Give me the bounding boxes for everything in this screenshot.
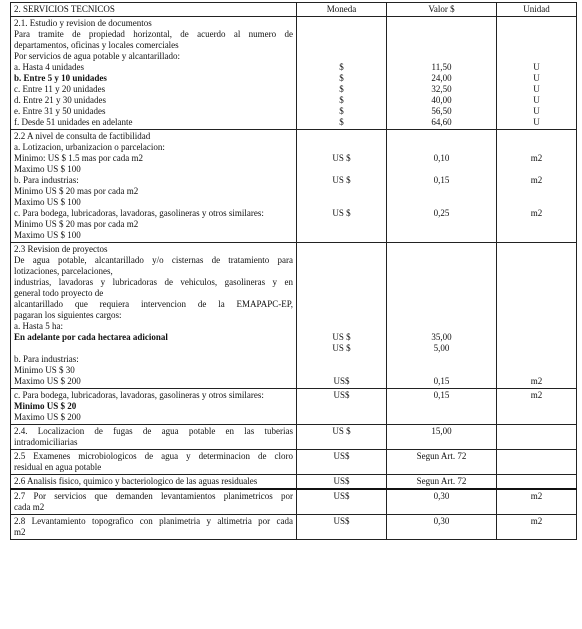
- unidad-value: [500, 186, 573, 197]
- unidad-value: [500, 197, 573, 208]
- row-text: En adelante por cada hectarea adicional: [14, 332, 168, 342]
- moneda-value: [300, 186, 383, 197]
- unidad-cell: [497, 243, 577, 389]
- valor-cell: [387, 515, 497, 540]
- unidad-value: U: [533, 95, 540, 105]
- unidad-cell: [497, 389, 577, 425]
- valor-value: 24,00: [431, 73, 452, 83]
- unidad-value: m2: [530, 491, 543, 501]
- row-text: residual en agua potable: [14, 462, 102, 472]
- unidad-cell: [497, 475, 577, 490]
- desc-cell: [11, 515, 297, 540]
- unidad-value: [500, 299, 573, 310]
- row-text: [14, 343, 293, 354]
- row-text: lotizaciones, parcelaciones,: [14, 266, 113, 276]
- moneda-cell: [297, 450, 387, 475]
- unidad-value: [500, 18, 573, 29]
- moneda-value: US $: [332, 175, 351, 185]
- moneda-value: [300, 299, 383, 310]
- row-text: 2.3 Revision de proyectos: [14, 244, 108, 254]
- row-text: 2.7 Por servicios que demanden levantamientos planimetricos por: [14, 491, 293, 501]
- valor-value: [390, 354, 493, 365]
- desc-cell: [11, 130, 297, 243]
- moneda-value: US$: [333, 491, 350, 501]
- unidad-value: [500, 244, 573, 255]
- unidad-value: U: [533, 73, 540, 83]
- moneda-value: US$: [333, 390, 350, 400]
- valor-value: [390, 230, 493, 241]
- row-text: b. Para industrias:: [14, 354, 79, 364]
- desc-cell: [11, 475, 297, 490]
- moneda-value: [300, 29, 383, 40]
- valor-value: [390, 164, 493, 175]
- moneda-value: [300, 18, 383, 29]
- valor-value: [390, 142, 493, 153]
- row-text: De agua potable, alcantarillado y/o cisternas de tratamiento para: [14, 255, 293, 265]
- unidad-value: [500, 476, 573, 487]
- unidad-value: [500, 354, 573, 365]
- valor-value: 0,15: [433, 376, 450, 386]
- section-title: 2. SERVICIOS TECNICOS: [11, 3, 297, 17]
- unidad-value: [500, 426, 573, 437]
- table-row-2-4: [11, 425, 577, 450]
- row-text: f. Desde 51 unidades en adelante: [14, 117, 133, 127]
- table-row-2-8: [11, 515, 577, 540]
- valor-value: 11,50: [431, 62, 452, 72]
- unidad-value: [500, 343, 573, 354]
- moneda-value: [300, 321, 383, 332]
- row-text: 2.1. Estudio y revision de documentos: [14, 18, 152, 28]
- unidad-cell: [497, 515, 577, 540]
- unidad-value: m2: [530, 208, 543, 218]
- row-text: Para tramite de propiedad horizontal, de acuerdo al numero de: [14, 29, 293, 39]
- valor-value: [390, 40, 493, 51]
- unidad-cell: [497, 489, 577, 515]
- moneda-value: US$: [333, 376, 350, 386]
- unidad-value: [500, 332, 573, 343]
- row-text: 2.2 A nivel de consulta de factibilidad: [14, 131, 151, 141]
- valor-value: [390, 219, 493, 230]
- valor-value: [390, 277, 493, 288]
- moneda-value: US$: [333, 476, 350, 486]
- valor-value: 0,30: [433, 491, 450, 501]
- row-text: c. Para bodega, lubricadoras, lavadoras, gasolineras y otros similares:: [14, 208, 264, 218]
- row-text: Minimo US $ 30: [14, 365, 75, 375]
- unidad-value: [500, 29, 573, 40]
- valor-value: [390, 255, 493, 266]
- unidad-cell: [497, 425, 577, 450]
- row-text: Por servicios de agua potable y alcantarillado:: [14, 51, 180, 61]
- valor-cell: [387, 475, 497, 490]
- valor-value: 0,30: [433, 516, 450, 526]
- unidad-value: [500, 255, 573, 266]
- valor-value: 0,15: [433, 175, 450, 185]
- row-text: Minimo US $ 20 mas por cada m2: [14, 186, 139, 196]
- row-text: industrias, lavadoras y lubricadoras de vehiculos, gasolineras y en: [14, 277, 293, 287]
- row-text: intradomiciliarias: [14, 437, 78, 447]
- unidad-value: m2: [530, 390, 543, 400]
- moneda-value: [300, 365, 383, 376]
- row-text: d. Entre 21 y 30 unidades: [14, 95, 106, 105]
- moneda-cell: [297, 475, 387, 490]
- moneda-cell: [297, 389, 387, 425]
- column-header-valor: Valor $: [387, 3, 497, 17]
- row-text: general todo proyecto de: [14, 288, 104, 298]
- valor-cell: [387, 489, 497, 515]
- row-text: pagaran los siguientes cargos:: [14, 310, 122, 320]
- moneda-cell: [297, 489, 387, 515]
- column-header-unidad: Unidad: [497, 3, 577, 17]
- moneda-value: $: [339, 106, 344, 116]
- row-text: a. Hasta 4 unidades: [14, 62, 84, 72]
- moneda-value: US$: [333, 516, 350, 526]
- unidad-value: m2: [530, 376, 543, 386]
- moneda-value: [300, 197, 383, 208]
- unidad-value: [500, 219, 573, 230]
- moneda-cell: [297, 243, 387, 389]
- unidad-value: U: [533, 106, 540, 116]
- valor-value: [390, 131, 493, 142]
- valor-value: 0,10: [433, 153, 450, 163]
- row-text: Maximo US $ 100: [14, 230, 81, 240]
- valor-value: 0,25: [433, 208, 450, 218]
- valor-value: 35,00: [431, 332, 452, 342]
- unidad-value: [500, 365, 573, 376]
- row-text: departamentos, oficinas y locales comerciales: [14, 40, 179, 50]
- moneda-value: [300, 255, 383, 266]
- row-text: 2.4. Localizacion de fugas de agua potable en las tuberias: [14, 426, 293, 436]
- table-row-2-7: [11, 489, 577, 515]
- unidad-value: U: [533, 117, 540, 127]
- desc-cell: [11, 489, 297, 515]
- valor-value: 0,15: [433, 390, 450, 400]
- valor-value: [390, 299, 493, 310]
- row-text: cada m2: [14, 502, 45, 512]
- valor-value: [390, 266, 493, 277]
- unidad-value: [500, 131, 573, 142]
- moneda-value: [300, 288, 383, 299]
- moneda-value: $: [339, 117, 344, 127]
- table-row-2-2: [11, 130, 577, 243]
- desc-cell: [11, 450, 297, 475]
- moneda-value: [300, 277, 383, 288]
- valor-value: [390, 51, 493, 62]
- table-row-2-6: [11, 475, 577, 490]
- tariff-table: [10, 2, 577, 540]
- moneda-value: US $: [332, 153, 351, 163]
- moneda-cell: [297, 425, 387, 450]
- header-row: [11, 3, 577, 17]
- unidad-value: [500, 310, 573, 321]
- row-text: 2.8 Levantamiento topografico con planimetria y altimetria por cada: [14, 516, 293, 526]
- row-text: Maximo US $ 200: [14, 412, 81, 422]
- moneda-value: US $: [332, 343, 351, 353]
- unidad-value: [500, 321, 573, 332]
- unidad-value: [500, 40, 573, 51]
- valor-value: 32,50: [431, 84, 452, 94]
- unidad-value: [500, 277, 573, 288]
- valor-value: 5,00: [433, 343, 450, 353]
- column-header-moneda: Moneda: [297, 3, 387, 17]
- moneda-value: $: [339, 73, 344, 83]
- row-text: c. Para bodega, lubricadoras, lavadoras, gasolineras y otros similares:: [14, 390, 264, 400]
- row-text: b. Entre 5 y 10 unidades: [14, 73, 107, 83]
- valor-cell: [387, 389, 497, 425]
- moneda-cell: [297, 515, 387, 540]
- moneda-value: US $: [332, 208, 351, 218]
- moneda-value: $: [339, 95, 344, 105]
- moneda-value: [300, 244, 383, 255]
- valor-value: 56,50: [431, 106, 452, 116]
- unidad-value: m2: [530, 153, 543, 163]
- moneda-cell: [297, 17, 387, 130]
- row-text: Minimo US $ 20 mas por cada m2: [14, 219, 139, 229]
- moneda-value: [300, 40, 383, 51]
- row-text: c. Entre 11 y 20 unidades: [14, 84, 106, 94]
- unidad-cell: [497, 450, 577, 475]
- moneda-value: [300, 354, 383, 365]
- valor-value: 40,00: [431, 95, 452, 105]
- table-row-2-3: [11, 243, 577, 389]
- moneda-value: [300, 230, 383, 241]
- tariff-document: [10, 2, 576, 540]
- row-text: Maximo US $ 100: [14, 164, 81, 174]
- desc-cell: [11, 425, 297, 450]
- moneda-value: [300, 266, 383, 277]
- moneda-value: [300, 310, 383, 321]
- valor-cell: [387, 17, 497, 130]
- valor-value: [390, 288, 493, 299]
- unidad-value: [500, 142, 573, 153]
- valor-value: [390, 18, 493, 29]
- desc-cell: [11, 17, 297, 130]
- moneda-value: $: [339, 84, 344, 94]
- unidad-value: [500, 451, 573, 462]
- valor-value: [390, 197, 493, 208]
- row-text: Minimo: US $ 1.5 mas por cada m2: [14, 153, 143, 163]
- moneda-cell: [297, 130, 387, 243]
- unidad-value: m2: [530, 516, 543, 526]
- valor-value: 64,60: [431, 117, 452, 127]
- valor-cell: [387, 425, 497, 450]
- row-text: Maximo US $ 200: [14, 376, 81, 386]
- valor-value: [390, 186, 493, 197]
- moneda-value: [300, 142, 383, 153]
- valor-value: Segun Art. 72: [416, 476, 467, 486]
- row-text: 2.5 Examenes microbiologicos de agua y determinacion de cloro: [14, 451, 293, 461]
- table-row-2-1: [11, 17, 577, 130]
- row-text: 2.6 Analisis fisico, quimico y bacteriologico de las aguas residuales: [14, 476, 258, 486]
- table-row-2-3-c: [11, 389, 577, 425]
- unidad-cell: [497, 17, 577, 130]
- valor-cell: [387, 130, 497, 243]
- valor-value: 15,00: [431, 426, 452, 436]
- unidad-cell: [497, 130, 577, 243]
- valor-value: [390, 244, 493, 255]
- unidad-value: m2: [530, 175, 543, 185]
- row-text: Maximo US $ 100: [14, 197, 81, 207]
- valor-value: [390, 321, 493, 332]
- row-text: e. Entre 31 y 50 unidades: [14, 106, 106, 116]
- moneda-value: US$: [333, 451, 350, 461]
- moneda-value: US $: [332, 426, 351, 436]
- table-row-2-5: [11, 450, 577, 475]
- unidad-value: [500, 266, 573, 277]
- desc-cell: [11, 389, 297, 425]
- moneda-value: US $: [332, 332, 351, 342]
- row-text: alcantarillado que requiera intervencion de la EMAPAPC-EP,: [14, 299, 293, 309]
- row-text: m2: [14, 527, 26, 537]
- moneda-value: [300, 164, 383, 175]
- moneda-value: $: [339, 62, 344, 72]
- moneda-value: [300, 219, 383, 230]
- unidad-value: [500, 51, 573, 62]
- valor-cell: [387, 450, 497, 475]
- row-text: Minimo US $ 20: [14, 401, 77, 411]
- unidad-value: U: [533, 62, 540, 72]
- valor-value: [390, 365, 493, 376]
- valor-cell: [387, 243, 497, 389]
- unidad-value: [500, 164, 573, 175]
- row-text: b. Para industrias:: [14, 175, 79, 185]
- desc-cell: [11, 243, 297, 389]
- row-text: a. Hasta 5 ha:: [14, 321, 63, 331]
- valor-value: [390, 310, 493, 321]
- row-text: a. Lotizacion, urbanizacion o parcelacion:: [14, 142, 165, 152]
- valor-value: [390, 29, 493, 40]
- moneda-value: [300, 131, 383, 142]
- unidad-value: [500, 288, 573, 299]
- unidad-value: [500, 230, 573, 241]
- moneda-value: [300, 51, 383, 62]
- valor-value: Segun Art. 72: [416, 451, 467, 461]
- unidad-value: U: [533, 84, 540, 94]
